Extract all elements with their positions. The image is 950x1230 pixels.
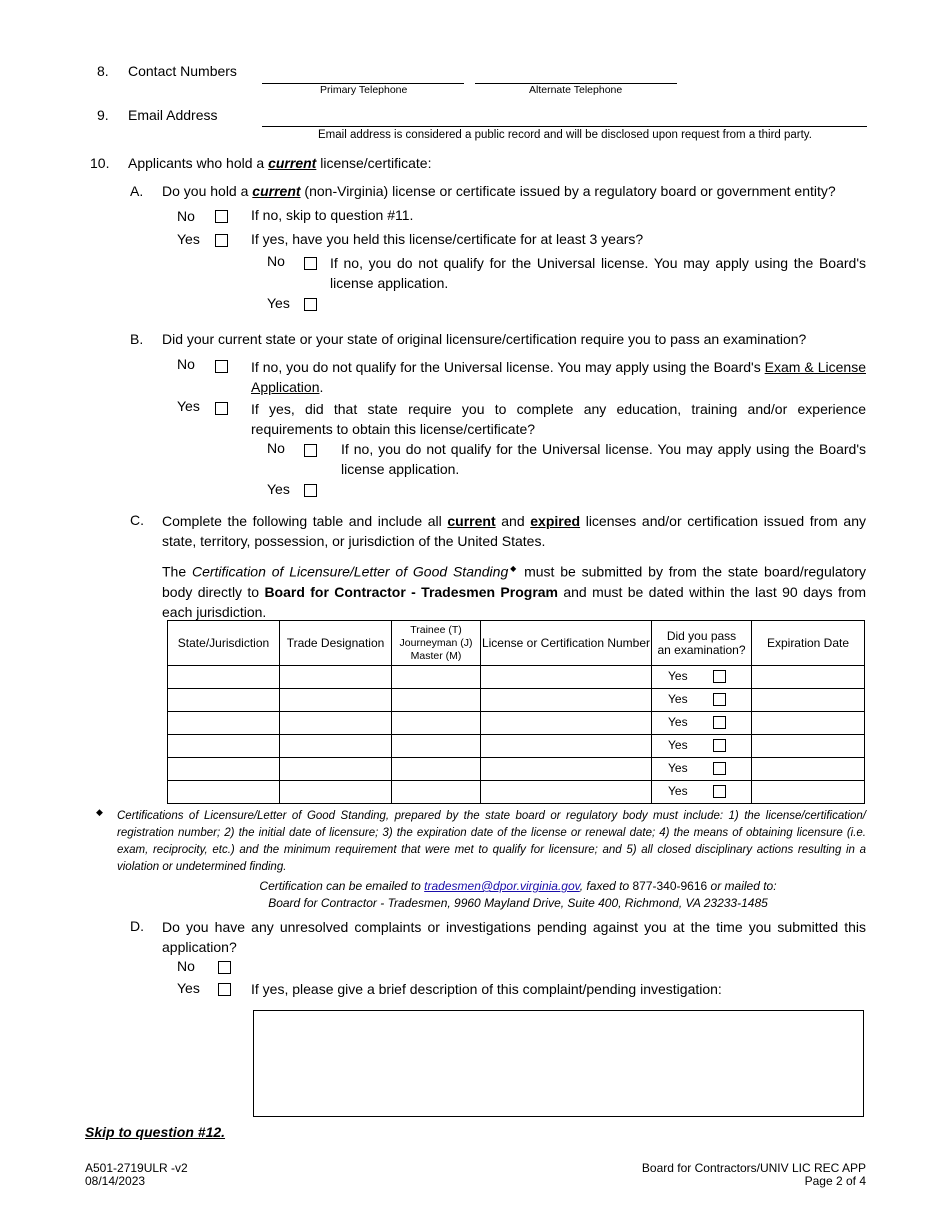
q8-number: 8.	[97, 63, 109, 79]
license-number-cell[interactable]	[481, 666, 652, 689]
license-table-row	[168, 781, 865, 804]
header-license-level: Trainee (T) Journeyman (J) Master (M)	[392, 621, 481, 666]
email-address-field[interactable]	[262, 126, 867, 127]
license-table-row	[168, 758, 865, 781]
footer-left	[85, 1162, 188, 1188]
passed-exam-yes-label: Yes	[668, 738, 688, 752]
trade-designation-cell[interactable]	[280, 758, 392, 781]
page-number: Page 2 of 4	[804, 1174, 866, 1188]
certification-contact-line: Certification can be emailed to tradesmen@dpor.virginia.gov, faxed to 877-340-9616 or mailed to:	[259, 879, 777, 893]
license-level-cell[interactable]	[392, 666, 481, 689]
q10a-sub-no-label: No	[267, 253, 285, 269]
q10d-no-checkbox[interactable]	[218, 961, 231, 974]
header-license-number: License or Certification Number	[481, 621, 652, 666]
license-level-cell[interactable]	[392, 712, 481, 735]
expiration-date-cell[interactable]	[752, 758, 865, 781]
q10b-sub-no-text: If no, you do not qualify for the Universal license. You may apply using the Board's license application.	[341, 441, 866, 477]
passed-exam-yes-checkbox[interactable]	[713, 716, 726, 729]
state-jurisdiction-cell[interactable]	[168, 781, 280, 804]
passed-exam-yes-checkbox[interactable]	[713, 739, 726, 752]
trade-designation-cell[interactable]	[280, 666, 392, 689]
q10-number: 10.	[90, 155, 110, 171]
q10a-no-label: No	[177, 208, 195, 224]
q9-number: 9.	[97, 107, 109, 123]
q10b-yes-text: If yes, did that state require you to complete any education, training and/or experience requirements to obtain this license/certificate?	[251, 401, 866, 437]
q9-label: Email Address	[128, 107, 218, 123]
passed-exam-cell	[652, 735, 752, 758]
header-passed-exam: Did you pass an examination?	[652, 621, 752, 666]
trade-designation-cell[interactable]	[280, 712, 392, 735]
license-number-cell[interactable]	[481, 781, 652, 804]
q8-label: Contact Numbers	[128, 63, 237, 79]
trade-designation-cell[interactable]	[280, 689, 392, 712]
passed-exam-cell	[652, 712, 752, 735]
passed-exam-yes-checkbox[interactable]	[713, 670, 726, 683]
q10b-letter: B.	[130, 331, 144, 347]
trade-designation-cell[interactable]	[280, 781, 392, 804]
footer-right	[642, 1162, 866, 1188]
q10c-paragraph-1: Complete the following table and include all current and expired licenses and/or certification issued from any state, territory, possession, or jurisdiction of the United States.	[162, 513, 867, 549]
form-id: A501-2719ULR -v2	[85, 1161, 188, 1175]
tradesmen-email-link[interactable]: tradesmen@dpor.virginia.gov	[424, 879, 580, 893]
q10b-no-checkbox[interactable]	[215, 360, 228, 373]
q10a-no-checkbox[interactable]	[215, 210, 228, 223]
q10-intro: Applicants who hold a current license/certificate:	[128, 155, 432, 171]
q10b-sub-yes-checkbox[interactable]	[304, 484, 317, 497]
license-level-cell[interactable]	[392, 735, 481, 758]
license-number-cell[interactable]	[481, 712, 652, 735]
license-number-cell[interactable]	[481, 758, 652, 781]
license-table-row	[168, 666, 865, 689]
expiration-date-cell[interactable]	[752, 735, 865, 758]
passed-exam-yes-checkbox[interactable]	[713, 762, 726, 775]
state-jurisdiction-cell[interactable]	[168, 666, 280, 689]
exam-license-application-link[interactable]: Exam & License Application	[251, 359, 866, 395]
trade-designation-cell[interactable]	[280, 735, 392, 758]
q10d-question: Do you have any unresolved complaints or investigations pending against you at the time you submitted this application?	[162, 919, 866, 955]
q10a-sub-no-checkbox[interactable]	[304, 257, 317, 270]
license-level-cell[interactable]	[392, 781, 481, 804]
q10b-sub-no-label: No	[267, 440, 285, 456]
license-table-row	[168, 735, 865, 758]
q10b-yes-label: Yes	[177, 398, 200, 414]
skip-to-question-12: Skip to question #12.	[85, 1124, 226, 1140]
diamond-icon: ◆	[508, 564, 519, 573]
form-date: 08/14/2023	[85, 1174, 146, 1188]
certification-footnote: Certifications of Licensure/Letter of Good Standing, prepared by the state board or regulatory body must include: 1) the license/certification/ registration number; 2) the initial date of licensure; 3) the expiration date of the license or renewal date; 4) the means of obtaining licensure (i.e. exam, reciprocity, etc.) and the minimum requirement that were met to qualify for licensure; and 5) all closed disciplinary actions resulting in a violation or undetermined finding.	[117, 810, 866, 873]
license-table-row	[168, 689, 865, 712]
q10a-sub-yes-label: Yes	[267, 295, 290, 311]
q10c-letter: C.	[130, 512, 144, 528]
complaint-description-box[interactable]	[253, 1010, 864, 1117]
expiration-date-cell[interactable]	[752, 781, 865, 804]
license-table	[167, 620, 865, 804]
license-level-cell[interactable]	[392, 758, 481, 781]
expiration-date-cell[interactable]	[752, 666, 865, 689]
passed-exam-yes-label: Yes	[668, 761, 688, 775]
passed-exam-yes-label: Yes	[668, 692, 688, 706]
q10b-yes-checkbox[interactable]	[215, 402, 228, 415]
state-jurisdiction-cell[interactable]	[168, 712, 280, 735]
passed-exam-yes-label: Yes	[668, 715, 688, 729]
q10d-yes-label: Yes	[177, 980, 200, 996]
passed-exam-yes-label: Yes	[668, 784, 688, 798]
expiration-date-cell[interactable]	[752, 689, 865, 712]
passed-exam-cell	[652, 689, 752, 712]
passed-exam-cell	[652, 781, 752, 804]
q10a-yes-checkbox[interactable]	[215, 234, 228, 247]
q10b-sub-yes-label: Yes	[267, 481, 290, 497]
license-level-cell[interactable]	[392, 689, 481, 712]
state-jurisdiction-cell[interactable]	[168, 758, 280, 781]
primary-telephone-caption: Primary Telephone	[320, 84, 408, 96]
header-state-jurisdiction: State/Jurisdiction	[168, 621, 280, 666]
header-trade-designation: Trade Designation	[280, 621, 392, 666]
expiration-date-cell[interactable]	[752, 712, 865, 735]
footnote-diamond-icon: ◆	[96, 807, 103, 817]
q10b-sub-no-checkbox[interactable]	[304, 444, 317, 457]
state-jurisdiction-cell[interactable]	[168, 735, 280, 758]
q10b-no-text: If no, you do not qualify for the Universal license. You may apply using the Board's Exam & License Application.	[251, 359, 866, 395]
q10b-no-label: No	[177, 356, 195, 372]
email-public-record-note: Email address is considered a public record and will be disclosed upon request from a third party.	[318, 129, 812, 141]
passed-exam-cell	[652, 758, 752, 781]
passed-exam-yes-checkbox[interactable]	[713, 693, 726, 706]
state-jurisdiction-cell[interactable]	[168, 689, 280, 712]
q10a-yes-text: If yes, have you held this license/certificate for at least 3 years?	[251, 231, 644, 247]
q10a-question: Do you hold a current (non-Virginia) license or certificate issued by a regulatory board or government entity?	[162, 183, 836, 199]
q10a-yes-label: Yes	[177, 231, 200, 247]
q10d-yes-checkbox[interactable]	[218, 983, 231, 996]
board-form-name: Board for Contractors/UNIV LIC REC APP	[641, 1161, 866, 1175]
q10d-letter: D.	[130, 918, 144, 934]
q10a-no-text: If no, skip to question #11.	[251, 207, 414, 223]
board-mailing-address: Board for Contractor - Tradesmen, 9960 Mayland Drive, Suite 400, Richmond, VA 23233-1485	[268, 896, 768, 910]
q10a-sub-yes-checkbox[interactable]	[304, 298, 317, 311]
license-number-cell[interactable]	[481, 735, 652, 758]
license-table-row	[168, 712, 865, 735]
header-expiration-date: Expiration Date	[752, 621, 865, 666]
q10a-sub-no-text: If no, you do not qualify for the Universal license. You may apply using the Board's license application.	[330, 255, 866, 291]
license-table-header-row	[168, 621, 865, 666]
q10b-question: Did your current state or your state of original licensure/certification require you to pass an examination?	[162, 331, 807, 347]
passed-exam-cell	[652, 666, 752, 689]
passed-exam-yes-label: Yes	[668, 669, 688, 683]
q10c-paragraph-2: The Certification of Licensure/Letter of Good Standing◆ must be submitted by from the state board/regulatory body directly to Board for Contractor - Tradesmen Program and must be dated within the last 90 days from each jurisdiction.	[162, 563, 866, 620]
q10a-letter: A.	[130, 183, 144, 199]
q10d-yes-text: If yes, please give a brief description of this complaint/pending investigation:	[251, 981, 722, 997]
alternate-telephone-caption: Alternate Telephone	[529, 84, 623, 96]
q10d-no-label: No	[177, 958, 195, 974]
license-number-cell[interactable]	[481, 689, 652, 712]
passed-exam-yes-checkbox[interactable]	[713, 785, 726, 798]
